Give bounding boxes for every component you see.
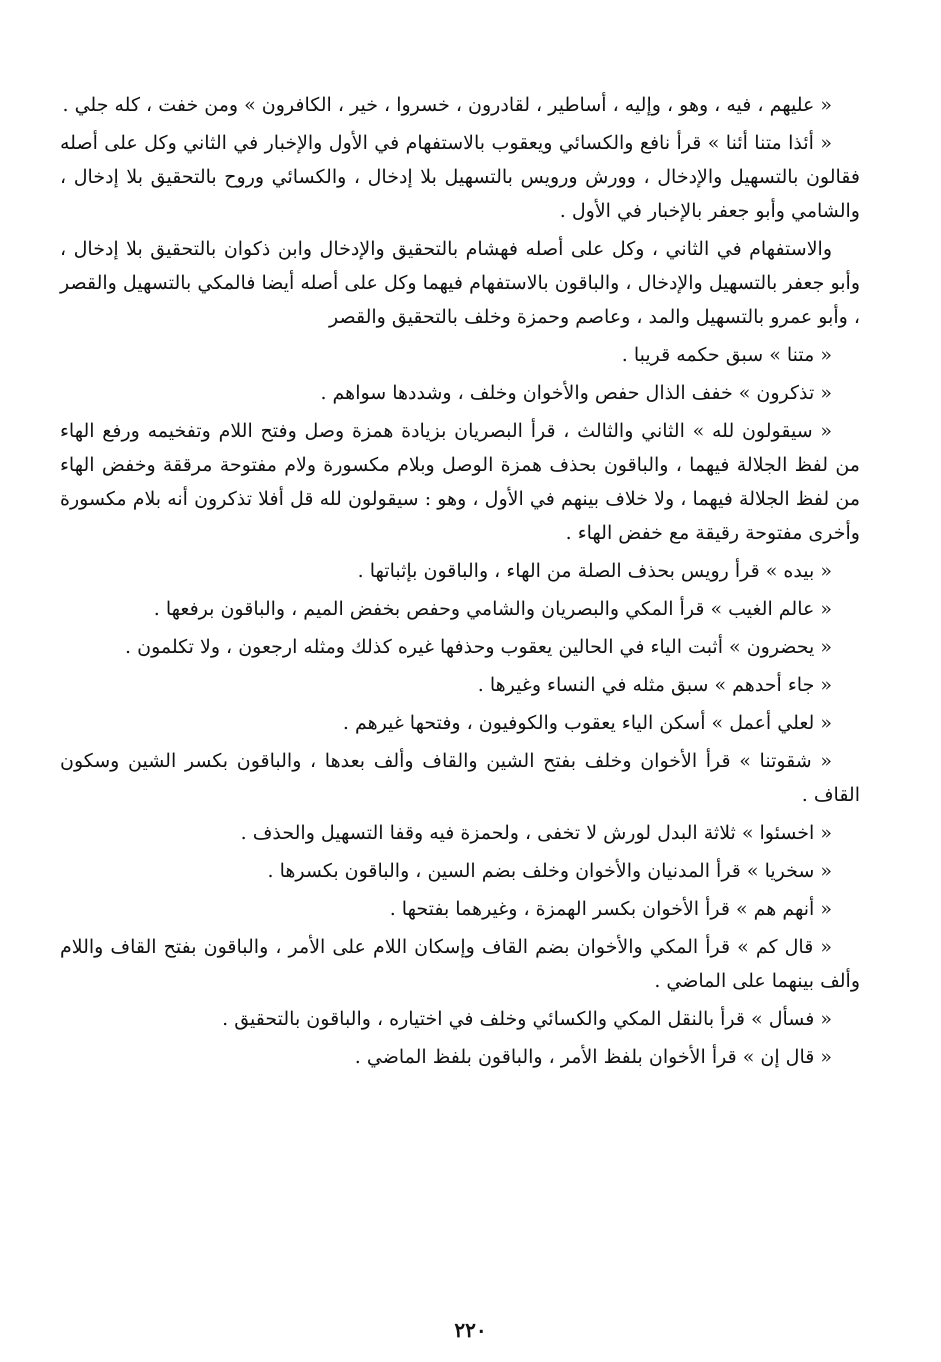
paragraph: « أنهم هم » قرأ الأخوان بكسر الهمزة ، وغيرهما بفتحها . [389, 898, 832, 920]
paragraph: والاستفهام في الثاني ، وكل على أصله فهشام بالتحقيق والإدخال وابن ذكوان بالتحقيق بلا إدخال ، وأبو جعفر بالتسهيل والإدخال ، والباقون بالاستفهام فيهما وكل على أصله أيضا فالمكي بالتسهيل والقصر ، وأبو عمرو بالتسهيل والمد ، وعاصم وحمزة وخلف بالتحقيق والقصر [60, 238, 860, 328]
paragraph: « سيقولون لله » الثاني والثالث ، قرأ البصريان بزيادة همزة وصل وفتح اللام وتفخيمه ورفع الهاء من لفظ الجلالة فيهما ، والباقون بحذف همزة الوصل وبلام مكسورة ولام مفتوحة مرققة وخفض الهاء من لفظ الجلالة فيهما ، ولا خلاف بينهم في الأول ، وهو : سيقولون لله قل أفلا تذكرون أنه بلام مكسورة وأخرى مفتوحة رقيقة مع خفض الهاء . [60, 420, 860, 544]
page-text [60, 88, 860, 1308]
paragraph: « أئذا متنا أئنا » قرأ نافع والكسائي ويعقوب بالاستفهام في الأول والإخبار في الثاني وكل على أصله فقالون بالتسهيل والإدخال ، وورش ورويس بالتسهيل بلا إدخال ، والكسائي وروح بالتحقيق بلا إدخال ، والشامي وأبو جعفر بالإخبار في الأول . [60, 132, 860, 222]
paragraph: « عليهم ، فيه ، وهو ، وإليه ، أساطير ، لقادرون ، خسروا ، خير ، الكافرون » ومن خفت ، كله جلي . [62, 94, 832, 116]
paragraph: « فسأل » قرأ بالنقل المكي والكسائي وخلف في اختياره ، والباقون بالتحقيق . [222, 1008, 832, 1030]
paragraph: « متنا » سبق حكمه قريبا . [621, 344, 832, 366]
paragraph: « تذكرون » خفف الذال حفص والأخوان وخلف ، وشددها سواهم . [320, 382, 832, 404]
paragraph: « لعلي أعمل » أسكن الياء يعقوب والكوفيون ، وفتحها غيرهم . [342, 712, 832, 734]
paragraph: « يحضرون » أثبت الياء في الحالين يعقوب وحذفها غيره كذلك ومثله ارجعون ، ولا تكلمون . [125, 636, 832, 658]
paragraph: « جاء أحدهم » سبق مثله في النساء وغيرها . [477, 674, 832, 696]
paragraph: « بيده » قرأ رويس بحذف الصلة من الهاء ، والباقون بإثباتها . [357, 560, 832, 582]
page-number: ٢٢٠ [454, 1318, 487, 1342]
paragraph: « سخريا » قرأ المدنيان والأخوان وخلف بضم السين ، والباقون بكسرها . [267, 860, 832, 882]
paragraph: « شقوتنا » قرأ الأخوان وخلف بفتح الشين والقاف وألف بعدها ، والباقون بكسر الشين وسكون القاف . [60, 750, 860, 806]
paragraph: « عالم الغيب » قرأ المكي والبصريان والشامي وحفص بخفض الميم ، والباقون برفعها . [153, 598, 832, 620]
paragraph: « قال كم » قرأ المكي والأخوان بضم القاف وإسكان اللام على الأمر ، والباقون بفتح القاف واللام وألف بينهما على الماضي . [60, 936, 860, 992]
paragraph: « اخسئوا » ثلاثة البدل لورش لا تخفى ، ولحمزة فيه وقفا التسهيل والحذف . [240, 822, 832, 844]
paragraph: « قال إن » قرأ الأخوان بلفظ الأمر ، والباقون بلفظ الماضي . [354, 1046, 832, 1068]
